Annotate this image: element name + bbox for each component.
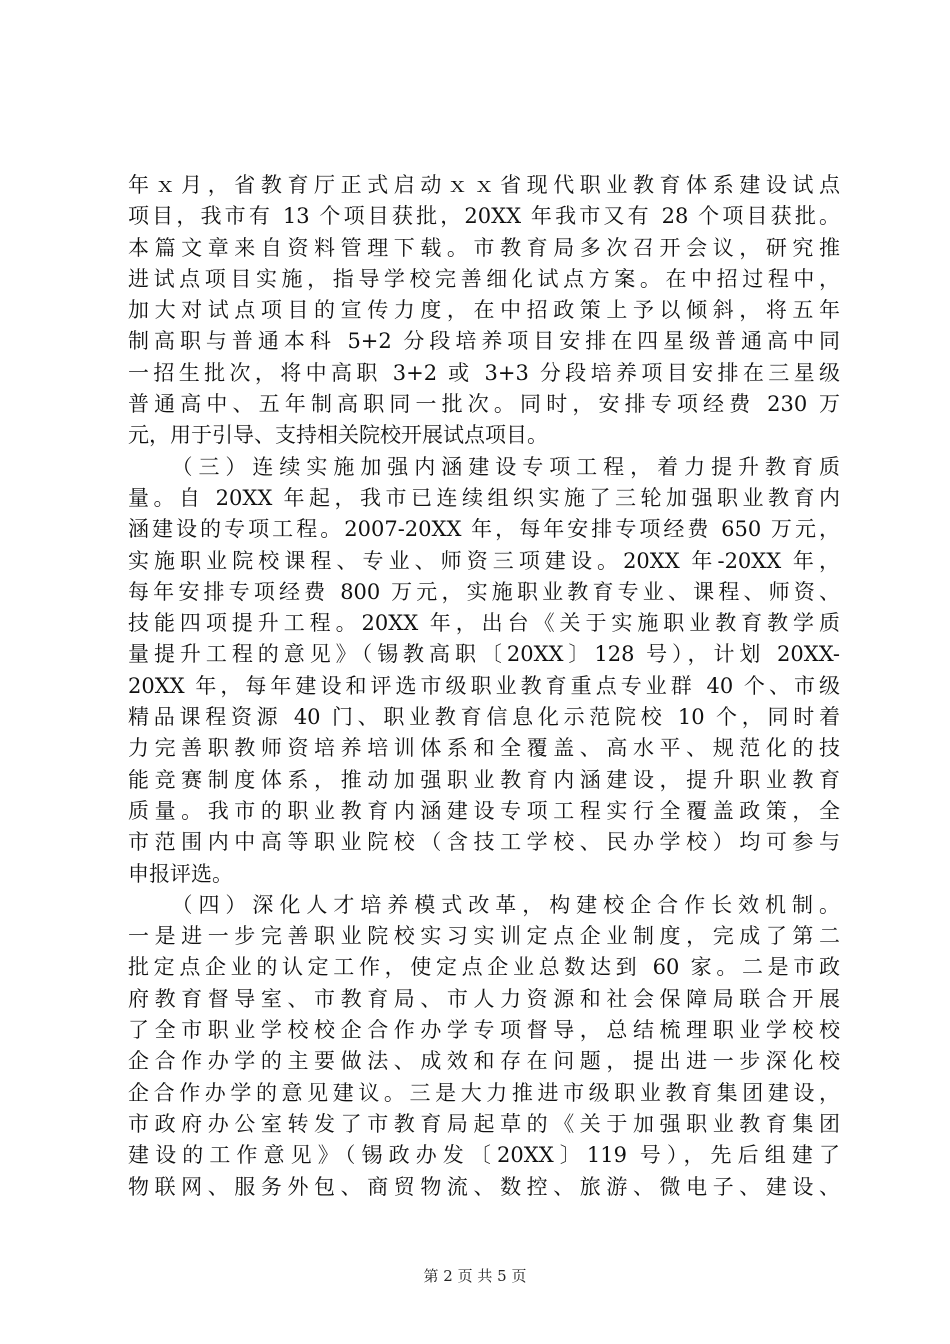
text-line: 市政府办公室转发了市教育局起草的《关于加强职业教育集团 <box>128 1111 840 1136</box>
text-line: 府教育督导室、市教育局、市人力资源和社会保障局联合开展 <box>128 986 840 1011</box>
text-line: 了全市职业学校校企合作办学专项督导，总结梳理职业学校校 <box>128 1018 840 1043</box>
text-line: （四）深化人才培养模式改革，构建校企合作长效机制。 <box>128 892 840 917</box>
text-line: 建设的工作意见》（锡政办发〔20XX〕119 号），先后组建了 <box>128 1143 840 1168</box>
text-line: 批定点企业的认定工作，使定点企业总数达到 60 家。二是市政 <box>128 955 840 980</box>
text-line: 本篇文章来自资料管理下载。市教育局多次召开会议，研究推 <box>128 235 840 260</box>
text-line: 技能四项提升工程。20XX 年，出台《关于实施职业教育教学质 <box>128 611 840 636</box>
text-line: 进试点项目实施，指导学校完善细化试点方案。在中招过程中， <box>128 266 840 291</box>
text-line: 元，用于引导、支持相关院校开展试点项目。 <box>128 423 548 448</box>
text-line: 企合作办学的主要做法、成效和存在问题，提出进一步深化校 <box>128 1049 840 1074</box>
body-text <box>128 170 840 1203</box>
text-line: 一是进一步完善职业院校实习实训定点企业制度，完成了第二 <box>128 924 840 949</box>
text-line: 市范围内中高等职业院校（含技工学校、民办学校）均可参与 <box>128 830 840 855</box>
text-line: 普通高中、五年制高职同一批次。同时，安排专项经费 230 万 <box>128 392 840 417</box>
text-line: 涵建设的专项工程。2007-20XX 年，每年安排专项经费 650 万元， <box>128 517 840 542</box>
text-line: 实施职业院校课程、专业、师资三项建设。20XX 年-20XX 年， <box>128 548 840 573</box>
text-line: 每年安排专项经费 800 万元，实施职业教育专业、课程、师资、 <box>128 579 840 604</box>
text-line: 企合作办学的意见建议。三是大力推进市级职业教育集团建设， <box>128 1080 840 1105</box>
text-line: 项目，我市有 13 个项目获批，20XX 年我市又有 28 个项目获批。 <box>128 204 840 229</box>
text-line: 精品课程资源 40 门、职业教育信息化示范院校 10 个，同时着 <box>128 705 840 730</box>
text-line: 质量。我市的职业教育内涵建设专项工程实行全覆盖政策，全 <box>128 798 840 823</box>
text-line: 能竞赛制度体系，推动加强职业教育内涵建设，提升职业教育 <box>128 767 840 792</box>
text-line: 20XX 年，每年建设和评选市级职业教育重点专业群 40 个、市级 <box>128 673 840 698</box>
text-line: 量提升工程的意见》（锡教高职〔20XX〕128 号），计划 20XX- <box>128 642 840 667</box>
text-line: （三）连续实施加强内涵建设专项工程，着力提升教育质 <box>128 454 840 479</box>
text-line: 量。自 20XX 年起，我市已连续组织实施了三轮加强职业教育内 <box>128 485 840 510</box>
text-line: 加大对试点项目的宣传力度，在中招政策上予以倾斜，将五年 <box>128 298 840 323</box>
text-line: 一招生批次，将中高职 3+2 或 3+3 分段培养项目安排在三星级 <box>128 360 840 385</box>
text-line: 申报评选。 <box>128 861 233 886</box>
text-line: 年ｘ月，省教育厅正式启动ｘｘ省现代职业教育体系建设试点 <box>128 173 840 197</box>
text-line: 物联网、服务外包、商贸物流、数控、旅游、微电子、建设、 <box>128 1174 840 1199</box>
text-line: 制高职与普通本科 5+2 分段培养项目安排在四星级普通高中同 <box>128 329 840 354</box>
page-footer: 第 2 页 共 5 页 <box>423 1267 527 1285</box>
text-line: 力完善职教师资培养培训体系和全覆盖、高水平、规范化的技 <box>128 736 840 761</box>
